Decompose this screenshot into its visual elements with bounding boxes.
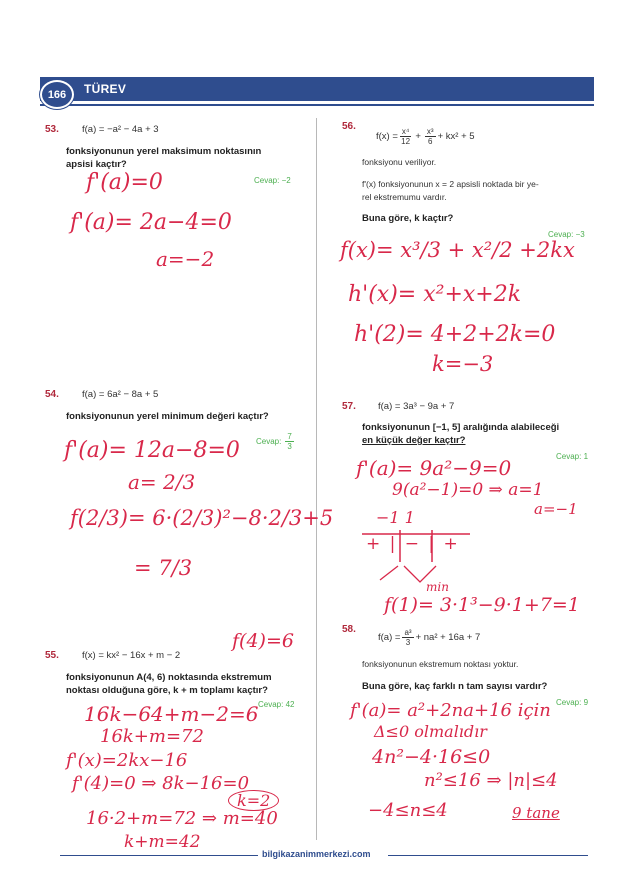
fraction xyxy=(400,127,411,146)
problem-question-line: fonksiyonunun yerel minimum değeri kaçtır? xyxy=(66,411,269,422)
problem-question-line: fonksiyonunun yerel maksimum noktasının xyxy=(66,146,262,157)
handwritten-step: f'(a)= 12a−8=0 xyxy=(64,438,240,463)
handwritten-step: a=−2 xyxy=(156,247,215,271)
problem-function: f(x) = kx² − 16x + m − 2 xyxy=(82,650,181,661)
answer-label: Cevap: −2 xyxy=(254,176,291,185)
footer-line xyxy=(388,855,588,856)
function-lhs: f(a) = xyxy=(378,632,401,643)
handwritten-step: a=−1 xyxy=(534,500,578,518)
problem-number: 53. xyxy=(45,124,59,135)
handwritten-note: min xyxy=(426,580,449,594)
answer-label: Cevap: 42 xyxy=(258,700,295,709)
handwritten-step: f(x)= x³/3 + x²/2 +2kx xyxy=(340,238,575,262)
handwritten-step: f(2/3)= 6·(2/3)²−8·2/3+5 xyxy=(70,506,334,530)
handwritten-step: f'(a)= 9a²−9=0 xyxy=(356,456,512,480)
fraction xyxy=(425,127,436,146)
handwritten-boxed-result: k=2 xyxy=(228,790,279,811)
problem-text-line: f'(x) fonksiyonunun x = 2 apsisli noktada bir ye- xyxy=(362,179,539,189)
denominator: 12 xyxy=(401,137,411,146)
problem-function xyxy=(378,628,480,647)
handwritten-step: 16k−64+m−2=6 xyxy=(84,702,259,726)
handwritten-step: f(1)= 3·1³−9·1+7=1 xyxy=(384,594,580,616)
problem-question-line: fonksiyonunun [−1, 5] aralığında alabileceği xyxy=(362,422,560,433)
problem-question-line: Buna göre, k kaçtır? xyxy=(362,213,454,224)
problem-question-line: en küçük değer kaçtır? xyxy=(362,435,466,446)
handwritten-step: −4≤n≤4 xyxy=(368,800,448,821)
problem-number: 58. xyxy=(342,624,356,635)
numerator: a³ xyxy=(404,628,412,637)
handwritten-step: 16·2+m=72 ⇒ m=40 xyxy=(86,808,278,829)
problem-function xyxy=(376,127,475,146)
column-divider xyxy=(316,118,317,840)
chapter-title: TÜREV xyxy=(84,82,127,96)
sign-chart-arrow xyxy=(380,566,398,580)
answer-label xyxy=(256,432,296,451)
answer-prefix: Cevap: xyxy=(256,437,282,446)
function-rest: + na² + 16a + 7 xyxy=(415,632,481,643)
numerator: x³ xyxy=(426,127,434,136)
denominator: 3 xyxy=(405,638,411,647)
sign-chart-signs: + | − | + xyxy=(366,534,460,554)
problem-question-line: Buna göre, kaç farklı n tam sayısı vardır? xyxy=(362,681,548,692)
handwritten-step: k+m=42 xyxy=(124,832,201,852)
handwritten-step: n²≤16 ⇒ |n|≤4 xyxy=(424,770,558,791)
handwritten-step: a= 2/3 xyxy=(128,470,196,494)
handwritten-step: f'(a)= 2a−4=0 xyxy=(70,210,232,235)
problem-function: f(a) = 6a² − 8a + 5 xyxy=(82,389,159,400)
problem-text-line: fonksiyonunun ekstremum noktası yoktur. xyxy=(362,659,519,669)
handwritten-step: Δ≤0 olmalıdır xyxy=(374,722,487,741)
footer-website: bilgikazanimmerkezi.com xyxy=(262,849,371,859)
answer-label: Cevap: 1 xyxy=(556,452,589,461)
handwritten-step: f(4)=6 xyxy=(232,630,294,652)
problem-number: 54. xyxy=(45,389,59,400)
handwritten-step: h'(2)= 4+2+2k=0 xyxy=(354,322,556,347)
problem-question-line: apsisi kaçtır? xyxy=(66,159,127,170)
handwritten-step: f'(x)=2kx−16 xyxy=(66,750,188,771)
fraction xyxy=(402,628,413,647)
problem-function: f(a) = −a² − 4a + 3 xyxy=(82,124,159,135)
answer-fraction xyxy=(285,432,293,451)
answer-label: Cevap: −3 xyxy=(548,230,585,239)
function-rest: + kx² + 5 xyxy=(437,131,475,142)
footer-line xyxy=(60,855,258,856)
handwritten-step: 9(a²−1)=0 ⇒ a=1 xyxy=(392,480,544,500)
handwritten-step: 4n²−4·16≤0 xyxy=(372,746,491,768)
sign-chart-roots: −1 1 xyxy=(376,508,415,527)
problem-question-line: noktası olduğuna göre, k + m toplamı kaçtır? xyxy=(66,685,268,696)
handwritten-step: k=−3 xyxy=(432,352,494,376)
denominator: 6 xyxy=(428,137,433,146)
function-lhs: f(x) = xyxy=(376,131,398,142)
problem-text-line: rel ekstremumu vardır. xyxy=(362,192,447,202)
problem-number: 56. xyxy=(342,121,356,132)
handwritten-step: = 7/3 xyxy=(134,556,193,580)
problem-text-line: fonksiyonu veriliyor. xyxy=(362,157,437,167)
handwritten-step: f'(a)= a²+2na+16 için xyxy=(350,700,551,721)
answer-denominator: 3 xyxy=(287,442,292,451)
plus-sign: + xyxy=(415,131,421,142)
problem-number: 57. xyxy=(342,401,356,412)
handwritten-final-answer: 9 tane xyxy=(512,804,560,822)
handwritten-step: f'(4)=0 ⇒ 8k−16=0 xyxy=(72,773,250,794)
problem-number: 55. xyxy=(45,650,59,661)
header-underline xyxy=(40,104,594,106)
handwritten-step: 16k+m=72 xyxy=(100,726,204,747)
handwritten-step: f'(a)=0 xyxy=(86,170,163,195)
problem-function: f(a) = 3a³ − 9a + 7 xyxy=(378,401,455,412)
problem-question-line: fonksiyonunun A(4, 6) noktasında ekstremum xyxy=(66,672,272,683)
handwritten-step: h'(x)= x²+x+2k xyxy=(348,282,522,307)
numerator: x⁴ xyxy=(401,127,410,136)
page-number-badge: 166 xyxy=(40,80,74,109)
answer-numerator: 7 xyxy=(287,432,292,441)
answer-label: Cevap: 9 xyxy=(556,698,589,707)
